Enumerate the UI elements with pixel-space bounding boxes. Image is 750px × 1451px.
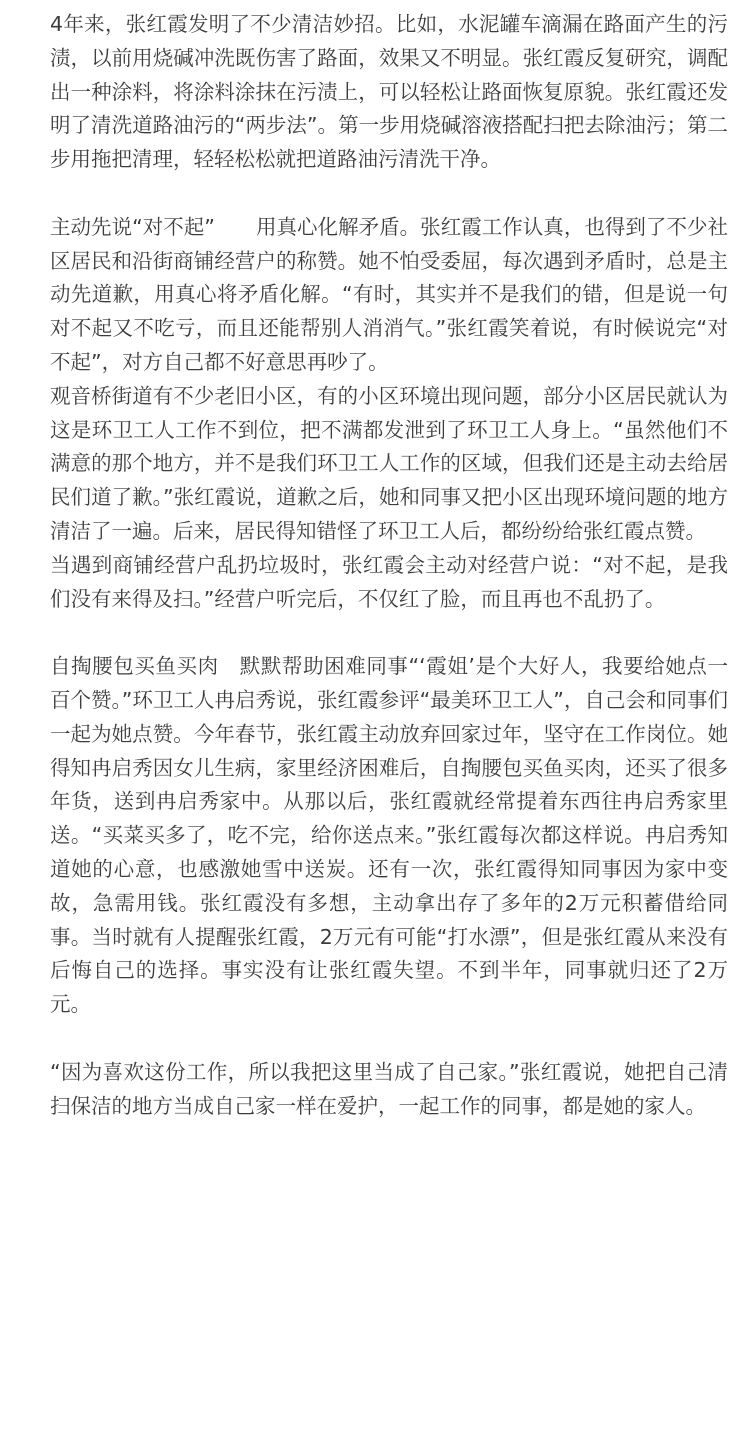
- paragraph-spacer: [50, 616, 728, 650]
- paragraph-helping-colleagues: 自掏腰包买鱼买肉 默默帮助困难同事“‘霞姐’是个大好人，我要给她点一百个赞。”环卫工人冉启秀说，张红霞参评“最美环卫工人”，自己会和同事们一起为她点赞。今年春节，张红霞主动放弃回家过年，坚守在工作岗位。她得知冉启秀因女儿生病，家里经济困难后，自掏腰包买鱼买肉，还买了很多年货，送到冉启秀家中。从那以后，张红霞就经常提着东西往冉启秀家里送。“买菜买多了，吃不完，给你送点来。”张红霞每次都这样说。冉启秀知道她的心意，也感激她雪中送炭。还有一次，张红霞得知同事因为家中变故，急需用钱。张红霞没有多想，主动拿出存了多年的2万元积蓄借给同事。当时就有人提醒张红霞，2万元有可能“打水漂”，但是张红霞从来没有后悔自己的选择。事实没有让张红霞失望。不到半年，同事就归还了2万元。: [50, 654, 728, 1017]
- paragraph-cleaning-tricks: 4年来，张红霞发明了不少清洁妙招。比如，水泥罐车滴漏在路面产生的污渍，以前用烧碱冲洗既伤害了路面，效果又不明显。张红霞反复研究，调配出一种涂料，将涂料涂抹在污渍上，可以轻松让路面恢复原貌。张红霞还发明了清洗道路油污的“两步法”。第一步用烧碱溶液搭配扫把去除油污；第二步用拖把清理，轻轻松松就把道路油污清洗干净。: [50, 12, 728, 172]
- paragraph-say-sorry: 主动先说“对不起” 用真心化解矛盾。张红霞工作认真，也得到了不少社区居民和沿街商铺经营户的称赞。她不怕受委屈，每次遇到矛盾时，总是主动先道歉，用真心将矛盾化解。“有时，其实并不是我们的错，但是说一句对不起又不吃亏，而且还能帮别人消消气。”张红霞笑着说，有时候说完“对不起”，对方自己都不好意思再吵了。: [50, 214, 728, 374]
- paragraph-spacer: [50, 177, 728, 211]
- paragraph-shop-littering: 当遇到商铺经营户乱扔垃圾时，张红霞会主动对经营户说：“对不起，是我们没有来得及扫。”经营户听完后，不仅红了脸，而且再也不乱扔了。: [50, 552, 728, 611]
- paragraph-old-neighborhood: 观音桥街道有不少老旧小区，有的小区环境出现问题，部分小区居民就认为这是环卫工人工作不到位，把不满都发泄到了环卫工人身上。“虽然他们不满意的那个地方，并不是我们环卫工人工作的区域，但我们还是主动去给居民们道了歉。”张红霞说，道歉之后，她和同事又把小区出现环境问题的地方清洁了一遍。后来，居民得知错怪了环卫工人后，都纷纷给张红霞点赞。: [50, 383, 728, 543]
- paragraph-spacer: [50, 1022, 728, 1056]
- paragraph-closing-quote: “因为喜欢这份工作，所以我把这里当成了自己家。”张红霞说，她把自己清扫保洁的地方当成自己家一样在爱护，一起工作的同事，都是她的家人。: [50, 1059, 728, 1118]
